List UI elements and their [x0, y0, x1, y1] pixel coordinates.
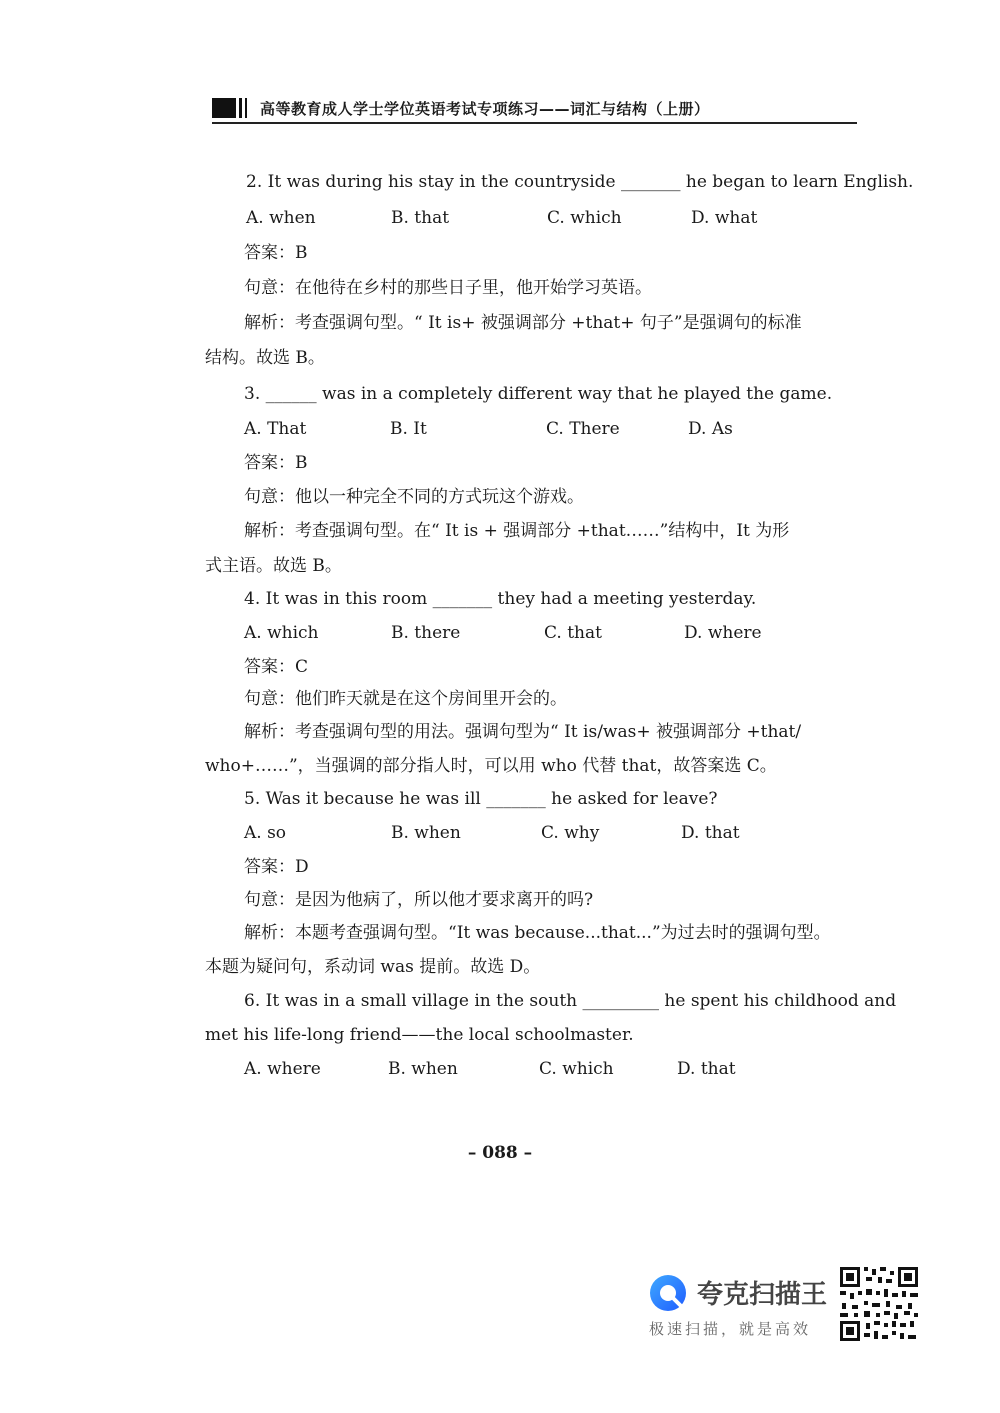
- q6-stem-line1: 6. It was in a small village in the south _________ he spent his childhood and: [244, 991, 897, 1011]
- q6-option-b: B. when: [388, 1059, 458, 1079]
- q5-analysis-line1: 解析：本题考查强调句型。“It was because...that...”为过去时的强调句型。: [244, 923, 831, 943]
- watermark-slogan: 极速扫描，就是高效: [649, 1320, 812, 1338]
- q4-meaning: 句意：他们昨天就是在这个房间里开会的。: [244, 689, 567, 709]
- scanner-logo-icon: [647, 1272, 689, 1314]
- q2-option-a: A. when: [246, 208, 316, 228]
- q6-stem-line2: met his life-long friend——the local schoolmaster.: [205, 1025, 634, 1045]
- q3-analysis-line1: 解析：考查强调句型。在“ It is + 强调部分 +that……”结构中，It 为形: [244, 521, 790, 541]
- q5-stem: 5. Was it because he was ill _______ he asked for leave?: [244, 789, 718, 809]
- q4-option-b: B. there: [391, 623, 461, 643]
- q6-option-c: C. which: [539, 1059, 614, 1079]
- header-title: 高等教育成人学士学位英语考试专项练习——词汇与结构（上册）: [260, 100, 710, 118]
- q5-answer: 答案：D: [244, 857, 309, 877]
- q2-analysis-line1: 解析：考查强调句型。“ It is+ 被强调部分 +that+ 句子”是强调句的标准: [244, 313, 802, 333]
- q5-option-b: B. when: [391, 823, 461, 843]
- watermark-brand: 夸克扫描王: [697, 1280, 828, 1310]
- q5-option-c: C. why: [541, 823, 600, 843]
- q2-stem: 2. It was during his stay in the countryside _______ he began to learn English.: [246, 172, 914, 192]
- q2-option-b: B. that: [391, 208, 450, 228]
- q5-option-d: D. that: [681, 823, 740, 843]
- q5-meaning: 句意：是因为他病了，所以他才要求离开的吗?: [244, 890, 594, 910]
- q4-option-c: C. that: [544, 623, 602, 643]
- q4-analysis-line2: who+……”，当强调的部分指人时，可以用 who 代替 that，故答案选 C。: [205, 756, 777, 776]
- q4-analysis-line1: 解析：考查强调句型的用法。强调句型为“ It is/was+ 被强调部分 +that/: [244, 722, 802, 742]
- qr-code-icon: [838, 1265, 920, 1343]
- header-decoration: [212, 98, 248, 118]
- q6-option-a: A. where: [244, 1059, 321, 1079]
- q2-answer: 答案：B: [244, 243, 308, 263]
- q3-meaning: 句意：他以一种完全不同的方式玩这个游戏。: [244, 487, 584, 507]
- q6-option-d: D. that: [677, 1059, 736, 1079]
- q3-option-b: B. It: [390, 419, 427, 439]
- scanner-watermark: [645, 1268, 835, 1342]
- q2-option-c: C. which: [547, 208, 622, 228]
- q3-option-c: C. There: [546, 419, 620, 439]
- q2-option-d: D. what: [691, 208, 758, 228]
- q3-analysis-line2: 式主语。故选 B。: [205, 556, 342, 576]
- q4-option-d: D. where: [684, 623, 762, 643]
- page-header: [212, 96, 857, 124]
- page-number: – 088 –: [467, 1143, 533, 1163]
- q3-option-d: D. As: [688, 419, 733, 439]
- q4-stem: 4. It was in this room _______ they had a meeting yesterday.: [244, 589, 757, 609]
- q3-option-a: A. That: [244, 419, 307, 439]
- q5-option-a: A. so: [244, 823, 287, 843]
- q5-analysis-line2: 本题为疑问句，系动词 was 提前。故选 D。: [205, 957, 541, 977]
- q4-answer: 答案：C: [244, 657, 309, 677]
- q3-stem: 3. ______ was in a completely different way that he played the game.: [244, 384, 833, 404]
- q2-meaning: 句意：在他待在乡村的那些日子里，他开始学习英语。: [244, 278, 652, 298]
- q2-analysis-line2: 结构。故选 B。: [205, 348, 325, 368]
- q3-answer: 答案：B: [244, 453, 308, 473]
- q4-option-a: A. which: [244, 623, 319, 643]
